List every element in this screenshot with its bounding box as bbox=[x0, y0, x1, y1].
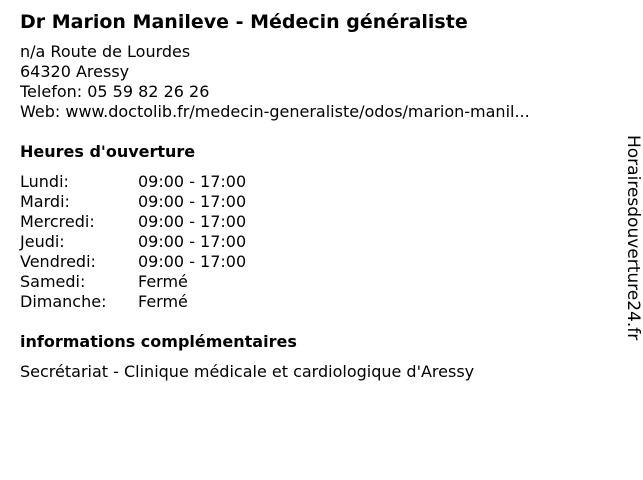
opening-hours-table bbox=[20, 172, 600, 312]
day-label: Vendredi: bbox=[20, 252, 96, 271]
hours-value: Fermé bbox=[138, 272, 188, 291]
website-link[interactable]: Web: www.doctolib.fr/medecin-generaliste/odos/marion-manil... bbox=[20, 102, 530, 121]
address-block bbox=[20, 42, 600, 122]
day-label: Mardi: bbox=[20, 192, 70, 211]
day-label: Samedi: bbox=[20, 272, 86, 291]
street-address: n/a Route de Lourdes bbox=[20, 42, 191, 61]
hours-value: 09:00 - 17:00 bbox=[138, 212, 247, 231]
day-label: Mercredi: bbox=[20, 212, 95, 231]
hours-row bbox=[20, 252, 600, 272]
day-label: Dimanche: bbox=[20, 292, 107, 311]
additional-info-text: Secrétariat - Clinique médicale et cardiologique d'Aressy bbox=[20, 362, 475, 381]
hours-row bbox=[20, 172, 600, 192]
hours-value: 09:00 - 17:00 bbox=[138, 232, 247, 251]
hours-value: Fermé bbox=[138, 292, 188, 311]
opening-hours-heading: Heures d'ouverture bbox=[20, 142, 196, 161]
business-card bbox=[20, 10, 600, 382]
hours-row bbox=[20, 192, 600, 212]
city-postal: 64320 Aressy bbox=[20, 62, 130, 81]
hours-value: 09:00 - 17:00 bbox=[138, 192, 247, 211]
hours-value: 09:00 - 17:00 bbox=[138, 172, 247, 191]
hours-row bbox=[20, 232, 600, 252]
hours-row bbox=[20, 212, 600, 232]
page-title: Dr Marion Manileve - Médecin généraliste bbox=[20, 11, 468, 33]
phone-number: Telefon: 05 59 82 26 26 bbox=[20, 82, 210, 101]
day-label: Jeudi: bbox=[20, 232, 65, 251]
hours-row bbox=[20, 292, 600, 312]
day-label: Lundi: bbox=[20, 172, 69, 191]
site-watermark: Horairesdouverture24.fr bbox=[623, 135, 643, 341]
hours-row bbox=[20, 272, 600, 292]
hours-value: 09:00 - 17:00 bbox=[138, 252, 247, 271]
additional-info-heading: informations complémentaires bbox=[20, 332, 297, 351]
